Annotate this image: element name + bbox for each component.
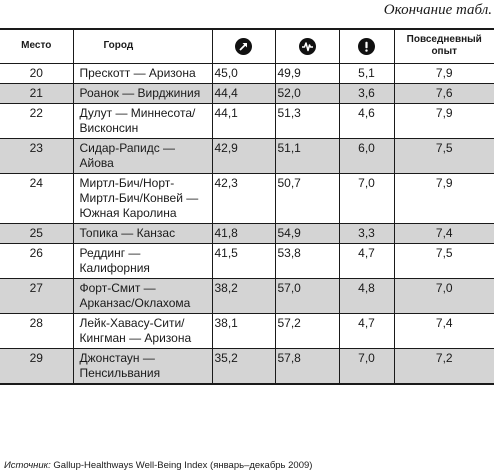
cell-rank: 27	[0, 278, 73, 313]
header-rank: Место	[0, 29, 73, 63]
cell-wellbeing: 41,5	[212, 243, 275, 278]
cell-city: Роанок — Вирджиния	[73, 83, 212, 103]
cell-city: Реддинг — Калифорния	[73, 243, 212, 278]
cell-physical: 6,0	[339, 138, 394, 173]
cell-rank: 21	[0, 83, 73, 103]
cell-health: 51,3	[275, 103, 339, 138]
cell-wellbeing: 42,9	[212, 138, 275, 173]
exclamation-icon	[358, 38, 375, 55]
table-row	[0, 138, 494, 173]
cell-rank: 29	[0, 348, 73, 384]
cell-rank: 28	[0, 313, 73, 348]
table-row	[0, 278, 494, 313]
cell-experience: 7,4	[394, 223, 494, 243]
cell-wellbeing: 44,1	[212, 103, 275, 138]
table-row	[0, 83, 494, 103]
source-text: Gallup-Healthways Well-Being Index (январь–декабрь 2009)	[50, 460, 313, 471]
cell-rank: 20	[0, 63, 73, 83]
cell-wellbeing: 35,2	[212, 348, 275, 384]
table-row	[0, 313, 494, 348]
table-body	[0, 63, 494, 384]
cell-health: 51,1	[275, 138, 339, 173]
header-city: Город	[73, 29, 212, 63]
source-label: Источник:	[4, 460, 51, 471]
cell-physical: 4,7	[339, 313, 394, 348]
cell-city: Миртл-Бич/Норт-Миртл-Бич/Конвей — Южная Каролина	[73, 173, 212, 223]
table-row	[0, 63, 494, 83]
cell-experience: 7,9	[394, 103, 494, 138]
cell-rank: 26	[0, 243, 73, 278]
cell-physical: 4,7	[339, 243, 394, 278]
header-wellbeing	[212, 29, 275, 63]
cell-health: 54,9	[275, 223, 339, 243]
table-continuation-caption: Окончание табл.	[383, 2, 492, 18]
cell-health: 57,2	[275, 313, 339, 348]
table-row	[0, 173, 494, 223]
cell-health: 57,0	[275, 278, 339, 313]
source-note	[4, 460, 312, 472]
header-physical	[339, 29, 394, 63]
cell-wellbeing: 42,3	[212, 173, 275, 223]
cell-experience: 7,2	[394, 348, 494, 384]
cell-experience: 7,9	[394, 173, 494, 223]
city-ranking-table	[0, 28, 494, 385]
cell-wellbeing: 44,4	[212, 83, 275, 103]
cell-physical: 7,0	[339, 173, 394, 223]
header-experience: Повседневный опыт	[394, 29, 494, 63]
cell-experience: 7,6	[394, 83, 494, 103]
cell-health: 49,9	[275, 63, 339, 83]
cell-health: 52,0	[275, 83, 339, 103]
cell-physical: 4,6	[339, 103, 394, 138]
cell-city: Форт-Смит — Арканзас/Оклахома	[73, 278, 212, 313]
table-row	[0, 103, 494, 138]
header-health	[275, 29, 339, 63]
cell-wellbeing: 38,2	[212, 278, 275, 313]
table-row	[0, 348, 494, 384]
cell-rank: 25	[0, 223, 73, 243]
cell-physical: 5,1	[339, 63, 394, 83]
cell-experience: 7,4	[394, 313, 494, 348]
cell-city: Дулут — Миннесота/Висконсин	[73, 103, 212, 138]
cell-experience: 7,5	[394, 138, 494, 173]
cell-city: Сидар-Рапидс — Айова	[73, 138, 212, 173]
cell-city: Джонстаун — Пенсильвания	[73, 348, 212, 384]
table-header-row	[0, 29, 494, 63]
cell-physical: 3,3	[339, 223, 394, 243]
cell-wellbeing: 38,1	[212, 313, 275, 348]
table-row	[0, 243, 494, 278]
cell-physical: 3,6	[339, 83, 394, 103]
cell-city: Прескотт — Аризона	[73, 63, 212, 83]
arrow-up-right-icon	[235, 38, 252, 55]
cell-rank: 22	[0, 103, 73, 138]
cell-health: 50,7	[275, 173, 339, 223]
cell-physical: 7,0	[339, 348, 394, 384]
cell-experience: 7,9	[394, 63, 494, 83]
cell-rank: 23	[0, 138, 73, 173]
heartbeat-wave-icon	[299, 38, 316, 55]
cell-wellbeing: 45,0	[212, 63, 275, 83]
cell-physical: 4,8	[339, 278, 394, 313]
cell-rank: 24	[0, 173, 73, 223]
table-row	[0, 223, 494, 243]
cell-wellbeing: 41,8	[212, 223, 275, 243]
cell-experience: 7,5	[394, 243, 494, 278]
cell-city: Лейк-Хавасу-Сити/Кингман — Аризона	[73, 313, 212, 348]
cell-experience: 7,0	[394, 278, 494, 313]
cell-health: 53,8	[275, 243, 339, 278]
cell-city: Топика — Канзас	[73, 223, 212, 243]
cell-health: 57,8	[275, 348, 339, 384]
